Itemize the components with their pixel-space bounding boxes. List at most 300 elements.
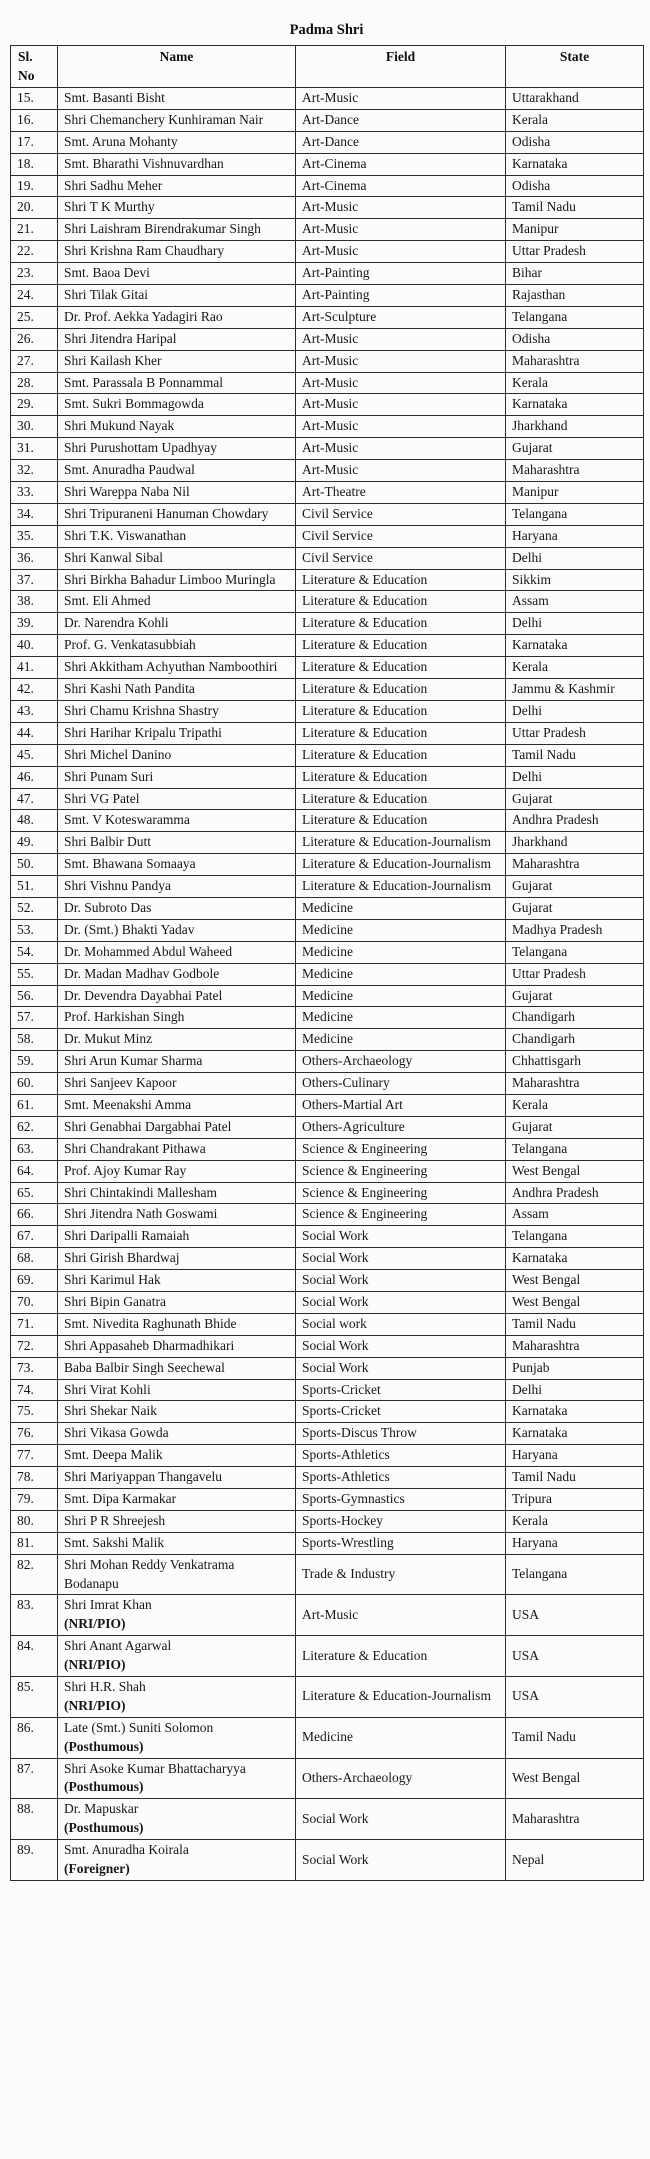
awardee-name: Shri Michel Danino: [64, 746, 172, 762]
awardee-state: Sikkim: [506, 569, 644, 591]
table-row: [11, 985, 644, 1007]
awardee-state: Maharashtra: [506, 1799, 644, 1840]
awardee-name-cell: [58, 175, 296, 197]
awardee-field: Medicine: [296, 985, 506, 1007]
table-row: [11, 197, 644, 219]
row-serial-number: 79.: [11, 1489, 58, 1511]
awardee-field: Literature & Education: [296, 766, 506, 788]
table-row: [11, 569, 644, 591]
row-serial-number: 84.: [11, 1636, 58, 1677]
awardee-name-cell: [58, 503, 296, 525]
awardee-name-cell: [58, 766, 296, 788]
row-serial-number: 86.: [11, 1717, 58, 1758]
row-serial-number: 60.: [11, 1073, 58, 1095]
awardee-name: Smt. Sukri Bommagowda: [64, 396, 204, 412]
awardee-field: Others-Culinary: [296, 1073, 506, 1095]
table-row: [11, 722, 644, 744]
table-row: [11, 854, 644, 876]
awardee-name-cell: [58, 1313, 296, 1335]
awardee-state: Odisha: [506, 175, 644, 197]
awardee-name: Prof. Harkishan Singh: [64, 1009, 185, 1025]
column-header-field: Field: [296, 46, 506, 88]
table-row: [11, 1357, 644, 1379]
row-serial-number: 64.: [11, 1160, 58, 1182]
awardee-name-cell: [58, 1335, 296, 1357]
awardee-field: Art-Dance: [296, 109, 506, 131]
awardee-state: Haryana: [506, 525, 644, 547]
awardee-field: Art-Music: [296, 394, 506, 416]
table-row: [11, 1248, 644, 1270]
awardee-name-cell: [58, 919, 296, 941]
awardee-field: Civil Service: [296, 547, 506, 569]
table-row: [11, 1799, 644, 1840]
table-row: [11, 175, 644, 197]
awardee-name: Shri Daripalli Ramaiah: [64, 1228, 190, 1244]
table-row: [11, 482, 644, 504]
row-serial-number: 89.: [11, 1840, 58, 1881]
row-serial-number: 57.: [11, 1007, 58, 1029]
awardee-name-cell: [58, 525, 296, 547]
awardee-name-cell: [58, 591, 296, 613]
awardee-name: Shri H.R. Shah: [64, 1679, 146, 1695]
awardee-state: Nepal: [506, 1840, 644, 1881]
awardee-name: Shri VG Patel: [64, 790, 140, 806]
awardee-state: Maharashtra: [506, 854, 644, 876]
awardee-name-cell: [58, 1840, 296, 1881]
awardee-name: Shri Birkha Bahadur Limboo Muringla: [64, 571, 276, 587]
awardee-state: Chhattisgarh: [506, 1051, 644, 1073]
row-serial-number: 38.: [11, 591, 58, 613]
awardee-field: Others-Archaeology: [296, 1758, 506, 1799]
awardee-name-cell: [58, 197, 296, 219]
awardee-name-cell: [58, 482, 296, 504]
awardee-name: Shri Girish Bhardwaj: [64, 1250, 180, 1266]
table-row: [11, 1840, 644, 1881]
awardee-name: Smt. Basanti Bisht: [64, 90, 165, 105]
awardee-state: Kerala: [506, 1510, 644, 1532]
awardee-field: Art-Music: [296, 372, 506, 394]
awardee-field: Art-Cinema: [296, 153, 506, 175]
awardee-state: Telangana: [506, 1138, 644, 1160]
awardee-name: Shri Jitendra Nath Goswami: [64, 1206, 218, 1222]
row-serial-number: 53.: [11, 919, 58, 941]
row-serial-number: 55.: [11, 963, 58, 985]
awardee-field: Literature & Education: [296, 1636, 506, 1677]
table-row: [11, 1094, 644, 1116]
awardee-state: Delhi: [506, 613, 644, 635]
row-serial-number: 76.: [11, 1423, 58, 1445]
awardee-name-cell: [58, 635, 296, 657]
table-row: [11, 744, 644, 766]
awardee-field: Literature & Education: [296, 591, 506, 613]
table-row: [11, 416, 644, 438]
awardee-name: Shri Jitendra Haripal: [64, 330, 177, 346]
table-row: [11, 876, 644, 898]
row-serial-number: 35.: [11, 525, 58, 547]
row-serial-number: 19.: [11, 175, 58, 197]
awardee-name: Shri Kanwal Sibal: [64, 549, 163, 565]
row-serial-number: 51.: [11, 876, 58, 898]
awardee-name: Smt. Parassala B Ponnammal: [64, 374, 223, 390]
table-row: [11, 153, 644, 175]
awardee-name: Smt. Eli Ahmed: [64, 593, 151, 609]
table-row: [11, 1489, 644, 1511]
awardee-state: Karnataka: [506, 153, 644, 175]
awardee-field: Others-Agriculture: [296, 1116, 506, 1138]
row-serial-number: 78.: [11, 1467, 58, 1489]
awardee-name-cell: [58, 941, 296, 963]
table-row: [11, 1007, 644, 1029]
row-serial-number: 87.: [11, 1758, 58, 1799]
row-serial-number: 66.: [11, 1204, 58, 1226]
awardee-name-cell: [58, 1510, 296, 1532]
awardee-name-cell: [58, 1094, 296, 1116]
awardee-field: Medicine: [296, 1717, 506, 1758]
row-serial-number: 24.: [11, 285, 58, 307]
awardee-state: Uttar Pradesh: [506, 241, 644, 263]
table-row: [11, 1182, 644, 1204]
awardee-name: Dr. Devendra Dayabhai Patel: [64, 987, 223, 1003]
awardee-name: Shri Anant Agarwal: [64, 1638, 172, 1654]
awardee-name: Shri Akkitham Achyuthan Namboothiri: [64, 659, 278, 675]
table-row: [11, 1226, 644, 1248]
row-serial-number: 21.: [11, 219, 58, 241]
awardee-name: Dr. (Smt.) Bhakti Yadav: [64, 921, 195, 937]
table-row: [11, 503, 644, 525]
awardee-name: Smt. V Koteswaramma: [64, 812, 190, 828]
awardee-field: Art-Music: [296, 219, 506, 241]
awardee-state: West Bengal: [506, 1291, 644, 1313]
awardee-name-cell: [58, 1029, 296, 1051]
awardee-state: West Bengal: [506, 1270, 644, 1292]
awardee-field: Social Work: [296, 1335, 506, 1357]
awardee-field: Medicine: [296, 919, 506, 941]
awardee-name: Smt. Aruna Mohanty: [64, 133, 178, 149]
awardee-state: Andhra Pradesh: [506, 1182, 644, 1204]
awardee-name: Shri Shekar Naik: [64, 1403, 157, 1419]
table-row: [11, 1051, 644, 1073]
table-row: [11, 525, 644, 547]
row-serial-number: 54.: [11, 941, 58, 963]
awardee-state: Assam: [506, 591, 644, 613]
awardee-name-cell: [58, 1138, 296, 1160]
awardee-field: Trade & Industry: [296, 1554, 506, 1595]
table-row: [11, 328, 644, 350]
awardee-name-cell: [58, 219, 296, 241]
awardee-name: Dr. Mohammed Abdul Waheed: [64, 943, 233, 959]
awardee-name-cell: [58, 1226, 296, 1248]
table-row: [11, 679, 644, 701]
awardee-state: Odisha: [506, 328, 644, 350]
column-header-sl-no: Sl. No: [11, 46, 58, 88]
awardee-name-cell: [58, 1445, 296, 1467]
table-row: [11, 350, 644, 372]
table-row: [11, 109, 644, 131]
awardee-name-cell: [58, 416, 296, 438]
awardee-field: Social Work: [296, 1840, 506, 1881]
table-row: [11, 700, 644, 722]
row-serial-number: 20.: [11, 197, 58, 219]
table-row: [11, 1029, 644, 1051]
awardee-state: Gujarat: [506, 897, 644, 919]
row-serial-number: 63.: [11, 1138, 58, 1160]
awardee-field: Sports-Wrestling: [296, 1532, 506, 1554]
awardee-state: Odisha: [506, 131, 644, 153]
awardee-name-cell: [58, 1357, 296, 1379]
awardee-name-cell: [58, 372, 296, 394]
awardee-field: Science & Engineering: [296, 1182, 506, 1204]
awardee-name: Smt. Bhawana Somaaya: [64, 856, 196, 872]
awardee-name-cell: [58, 88, 296, 110]
awardee-status-note: (Posthumous): [64, 1820, 144, 1836]
awardee-name-cell: [58, 1160, 296, 1182]
awardee-state: Telangana: [506, 503, 644, 525]
awardee-name: Shri Genabhai Dargabhai Patel: [64, 1118, 232, 1134]
awardee-name: Shri Tripuraneni Hanuman Chowdary: [64, 505, 269, 521]
awardee-field: Civil Service: [296, 525, 506, 547]
awardee-name-cell: [58, 985, 296, 1007]
awardee-name: Shri Kailash Kher: [64, 352, 162, 368]
awardee-name-cell: [58, 109, 296, 131]
awardee-status-note: (Foreigner): [64, 1861, 130, 1877]
awardee-field: Sports-Discus Throw: [296, 1423, 506, 1445]
row-serial-number: 28.: [11, 372, 58, 394]
awardee-field: Social work: [296, 1313, 506, 1335]
awardee-state: Madhya Pradesh: [506, 919, 644, 941]
awardee-field: Sports-Gymnastics: [296, 1489, 506, 1511]
awardee-name-cell: [58, 744, 296, 766]
awardee-field: Art-Music: [296, 416, 506, 438]
awardee-name-cell: [58, 1379, 296, 1401]
awardee-field: Sports-Hockey: [296, 1510, 506, 1532]
awardee-name-cell: [58, 1554, 296, 1595]
awardee-name: Shri Wareppa Naba Nil: [64, 484, 190, 500]
awardee-field: Art-Music: [296, 328, 506, 350]
awardee-state: Karnataka: [506, 1401, 644, 1423]
awardee-field: Literature & Education: [296, 810, 506, 832]
awardee-name: Shri Krishna Ram Chaudhary: [64, 243, 225, 259]
awardee-field: Art-Cinema: [296, 175, 506, 197]
awardee-name: Shri Arun Kumar Sharma: [64, 1053, 203, 1069]
awardee-state: Karnataka: [506, 635, 644, 657]
awardee-field: Medicine: [296, 897, 506, 919]
awardee-state: Karnataka: [506, 1423, 644, 1445]
row-serial-number: 36.: [11, 547, 58, 569]
awardee-status-note: (NRI/PIO): [64, 1697, 126, 1713]
awardee-field: Art-Music: [296, 241, 506, 263]
awardee-name-cell: [58, 1677, 296, 1718]
awardee-state: West Bengal: [506, 1160, 644, 1182]
awardee-name: Smt. Meenakshi Amma: [64, 1096, 192, 1112]
awardee-field: Art-Music: [296, 197, 506, 219]
awardee-field: Medicine: [296, 963, 506, 985]
row-serial-number: 16.: [11, 109, 58, 131]
table-row: [11, 613, 644, 635]
awardee-name: Smt. Anuradha Paudwal: [64, 462, 195, 478]
row-serial-number: 88.: [11, 1799, 58, 1840]
awardee-name-cell: [58, 1758, 296, 1799]
awardee-status-note: (Posthumous): [64, 1779, 144, 1795]
table-row: [11, 394, 644, 416]
row-serial-number: 83.: [11, 1595, 58, 1636]
awardee-name: Shri Asoke Kumar Bhattacharyya: [64, 1760, 246, 1776]
awardee-name-cell: [58, 810, 296, 832]
awardee-state: Telangana: [506, 1226, 644, 1248]
awardee-name: Shri Laishram Birendrakumar Singh: [64, 221, 261, 237]
row-serial-number: 40.: [11, 635, 58, 657]
row-serial-number: 39.: [11, 613, 58, 635]
table-row: [11, 1204, 644, 1226]
awardee-state: Jharkhand: [506, 832, 644, 854]
awardee-field: Literature & Education: [296, 722, 506, 744]
awardee-name-cell: [58, 854, 296, 876]
awardee-name-cell: [58, 1051, 296, 1073]
row-serial-number: 33.: [11, 482, 58, 504]
row-serial-number: 32.: [11, 460, 58, 482]
awardee-name: Shri Kashi Nath Pandita: [64, 681, 195, 697]
awardees-table: [10, 45, 644, 1881]
awardee-state: Kerala: [506, 657, 644, 679]
awardee-name: Shri Sanjeev Kapoor: [64, 1075, 177, 1091]
awardee-state: Kerala: [506, 1094, 644, 1116]
awardee-state: Uttar Pradesh: [506, 722, 644, 744]
awardee-name: Smt. Anuradha Koirala: [64, 1842, 189, 1858]
awardee-state: Telangana: [506, 941, 644, 963]
table-row: [11, 1445, 644, 1467]
row-serial-number: 85.: [11, 1677, 58, 1718]
awardee-field: Art-Music: [296, 88, 506, 110]
awardee-state: Manipur: [506, 219, 644, 241]
awardee-name: Shri Punam Suri: [64, 768, 154, 784]
awardee-name-cell: [58, 394, 296, 416]
row-serial-number: 42.: [11, 679, 58, 701]
awardee-field: Science & Engineering: [296, 1138, 506, 1160]
awardee-field: Literature & Education-Journalism: [296, 1677, 506, 1718]
awardee-name-cell: [58, 1467, 296, 1489]
awardee-field: Sports-Cricket: [296, 1401, 506, 1423]
row-serial-number: 61.: [11, 1094, 58, 1116]
awardee-name-cell: [58, 1291, 296, 1313]
awardee-name-cell: [58, 613, 296, 635]
awardee-name: Shri Balbir Dutt: [64, 834, 151, 850]
row-serial-number: 59.: [11, 1051, 58, 1073]
awardee-state: Tamil Nadu: [506, 197, 644, 219]
table-row: [11, 1554, 644, 1595]
awardee-name: Shri Appasaheb Dharmadhikari: [64, 1337, 235, 1353]
row-serial-number: 48.: [11, 810, 58, 832]
awardee-field: Sports-Cricket: [296, 1379, 506, 1401]
row-serial-number: 27.: [11, 350, 58, 372]
awardee-name-cell: [58, 131, 296, 153]
awardee-name-cell: [58, 1489, 296, 1511]
awardee-state: Manipur: [506, 482, 644, 504]
table-row: [11, 635, 644, 657]
awardee-field: Sports-Athletics: [296, 1445, 506, 1467]
row-serial-number: 67.: [11, 1226, 58, 1248]
row-serial-number: 56.: [11, 985, 58, 1007]
table-row: [11, 1510, 644, 1532]
row-serial-number: 62.: [11, 1116, 58, 1138]
awardee-name: Dr. Subroto Das: [64, 899, 152, 915]
row-serial-number: 44.: [11, 722, 58, 744]
table-row: [11, 941, 644, 963]
table-row: [11, 1758, 644, 1799]
awardee-state: Punjab: [506, 1357, 644, 1379]
table-row: [11, 219, 644, 241]
table-row: [11, 438, 644, 460]
awardee-name-cell: [58, 460, 296, 482]
awardee-name: Shri Tilak Gitai: [64, 287, 149, 303]
awardee-state: Maharashtra: [506, 1073, 644, 1095]
awardee-state: USA: [506, 1636, 644, 1677]
awardee-name-cell: [58, 153, 296, 175]
table-row: [11, 131, 644, 153]
page-title: Padma Shri: [289, 22, 364, 38]
awardee-name: Shri Mohan Reddy Venkatrama Bodanapu: [64, 1556, 235, 1591]
awardee-name-cell: [58, 832, 296, 854]
awardee-name-cell: [58, 1401, 296, 1423]
row-serial-number: 50.: [11, 854, 58, 876]
awardee-name: Shri Chandrakant Pithawa: [64, 1140, 206, 1156]
awardee-field: Others-Archaeology: [296, 1051, 506, 1073]
awardee-state: Telangana: [506, 1554, 644, 1595]
row-serial-number: 58.: [11, 1029, 58, 1051]
awardee-field: Literature & Education: [296, 744, 506, 766]
awardee-field: Literature & Education-Journalism: [296, 832, 506, 854]
awardee-name-cell: [58, 788, 296, 810]
table-row: [11, 1138, 644, 1160]
awardee-field: Social Work: [296, 1248, 506, 1270]
awardee-name: Shri Bipin Ganatra: [64, 1293, 166, 1309]
awardee-name: Shri Imrat Khan: [64, 1597, 152, 1613]
awardee-name: Shri Purushottam Upadhyay: [64, 440, 217, 456]
row-serial-number: 65.: [11, 1182, 58, 1204]
awardee-field: Art-Sculpture: [296, 306, 506, 328]
table-row: [11, 657, 644, 679]
awardee-name-cell: [58, 1248, 296, 1270]
table-row: [11, 919, 644, 941]
awardee-status-note: (NRI/PIO): [64, 1657, 126, 1673]
awardee-state: Haryana: [506, 1532, 644, 1554]
awardee-name: Dr. Prof. Aekka Yadagiri Rao: [64, 308, 223, 324]
row-serial-number: 15.: [11, 88, 58, 110]
awardee-name: Smt. Deepa Malik: [64, 1447, 163, 1463]
row-serial-number: 75.: [11, 1401, 58, 1423]
awardee-state: Telangana: [506, 306, 644, 328]
awardee-state: Tamil Nadu: [506, 1467, 644, 1489]
row-serial-number: 71.: [11, 1313, 58, 1335]
table-row: [11, 547, 644, 569]
table-row: [11, 1677, 644, 1718]
table-row: [11, 1532, 644, 1554]
awardee-name: Smt. Dipa Karmakar: [64, 1491, 177, 1506]
awardee-name: Shri Vishnu Pandya: [64, 878, 171, 894]
awardee-field: Literature & Education: [296, 657, 506, 679]
awardee-field: Science & Engineering: [296, 1160, 506, 1182]
row-serial-number: 17.: [11, 131, 58, 153]
awardee-state: Delhi: [506, 766, 644, 788]
table-row: [11, 1717, 644, 1758]
row-serial-number: 43.: [11, 700, 58, 722]
awardee-name: Shri T K Murthy: [64, 199, 155, 215]
awardee-field: Literature & Education: [296, 569, 506, 591]
awardee-field: Science & Engineering: [296, 1204, 506, 1226]
awardee-field: Art-Theatre: [296, 482, 506, 504]
awardee-state: Chandigarh: [506, 1007, 644, 1029]
awardee-name-cell: [58, 328, 296, 350]
awardee-field: Social Work: [296, 1357, 506, 1379]
row-serial-number: 46.: [11, 766, 58, 788]
